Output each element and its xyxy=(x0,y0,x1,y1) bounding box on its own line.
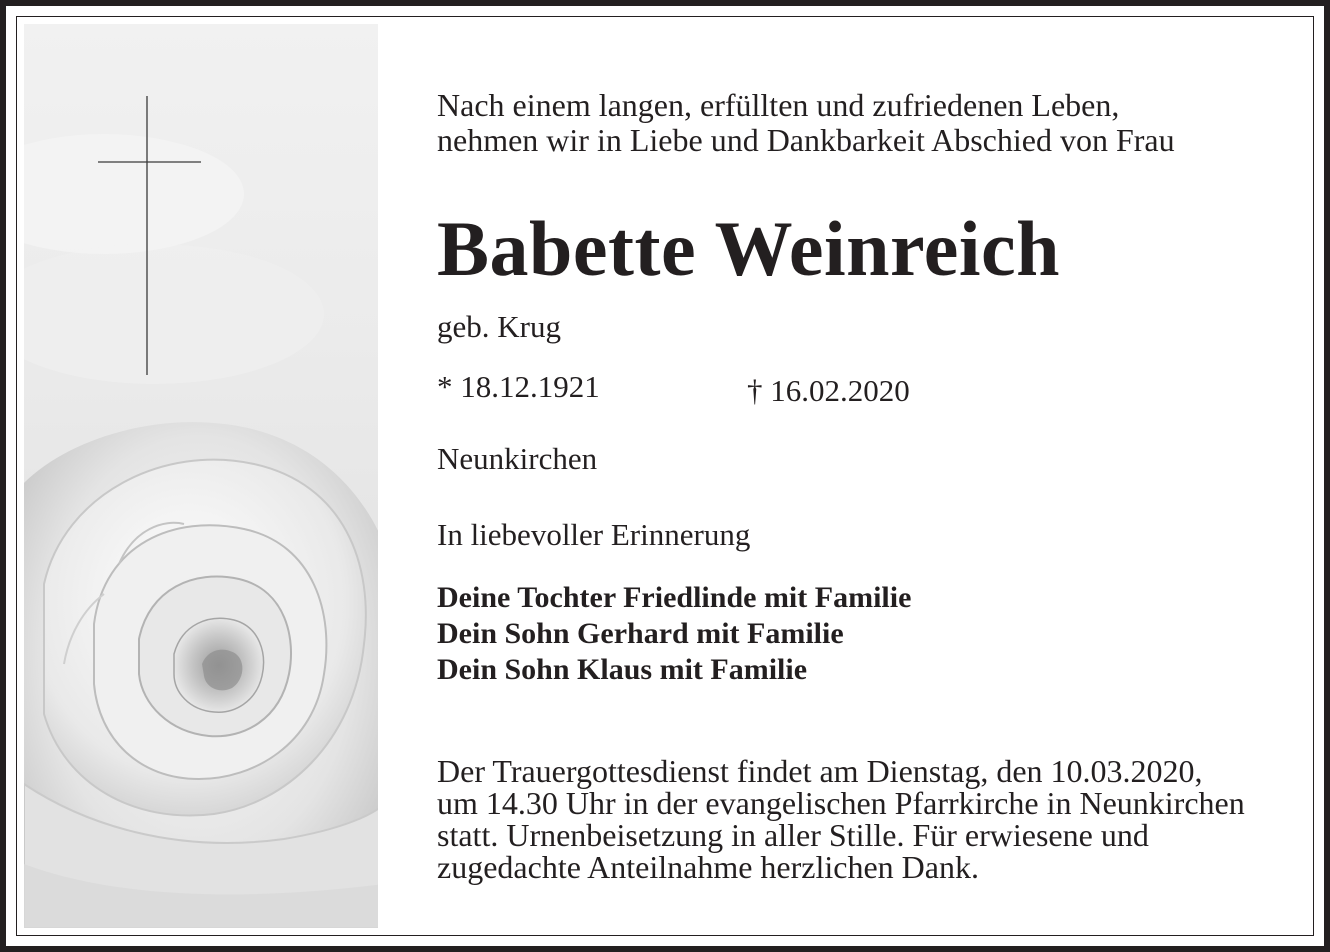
intro-line: nehmen wir in Liebe und Dankbarkeit Abschied von Frau xyxy=(437,122,1175,158)
service-line: zugedachte Anteilnahme herzlichen Dank. xyxy=(437,849,979,885)
intro-text xyxy=(437,88,1175,158)
service-line: um 14.30 Uhr in der evangelischen Pfarrkirche in Neunkirchen xyxy=(437,785,1245,821)
family-list xyxy=(437,580,911,688)
rose-image-panel xyxy=(24,24,378,928)
family-entry: Deine Tochter Friedlinde mit Familie xyxy=(437,581,912,614)
residence-place: Neunkirchen xyxy=(437,441,598,476)
life-dates xyxy=(437,368,1297,408)
deceased-name: Babette Weinreich xyxy=(437,205,1061,292)
intro-line: Nach einem langen, erfüllten und zufriedenen Leben, xyxy=(437,87,1120,123)
memory-line: In liebevoller Erinnerung xyxy=(437,517,751,552)
service-line: statt. Urnenbeisetzung in aller Stille. Für erwiesene und xyxy=(437,817,1149,853)
family-entry: Dein Sohn Klaus mit Familie xyxy=(437,653,808,686)
death-date: † 16.02.2020 xyxy=(747,373,910,408)
birth-date: * 18.12.1921 xyxy=(437,369,600,404)
rose-photo xyxy=(24,24,378,928)
family-entry: Dein Sohn Gerhard mit Familie xyxy=(437,617,844,650)
service-notice xyxy=(437,755,1245,883)
service-line: Der Trauergottesdienst findet am Dienstag, den 10.03.2020, xyxy=(437,753,1203,789)
birth-name: geb. Krug xyxy=(437,309,561,344)
